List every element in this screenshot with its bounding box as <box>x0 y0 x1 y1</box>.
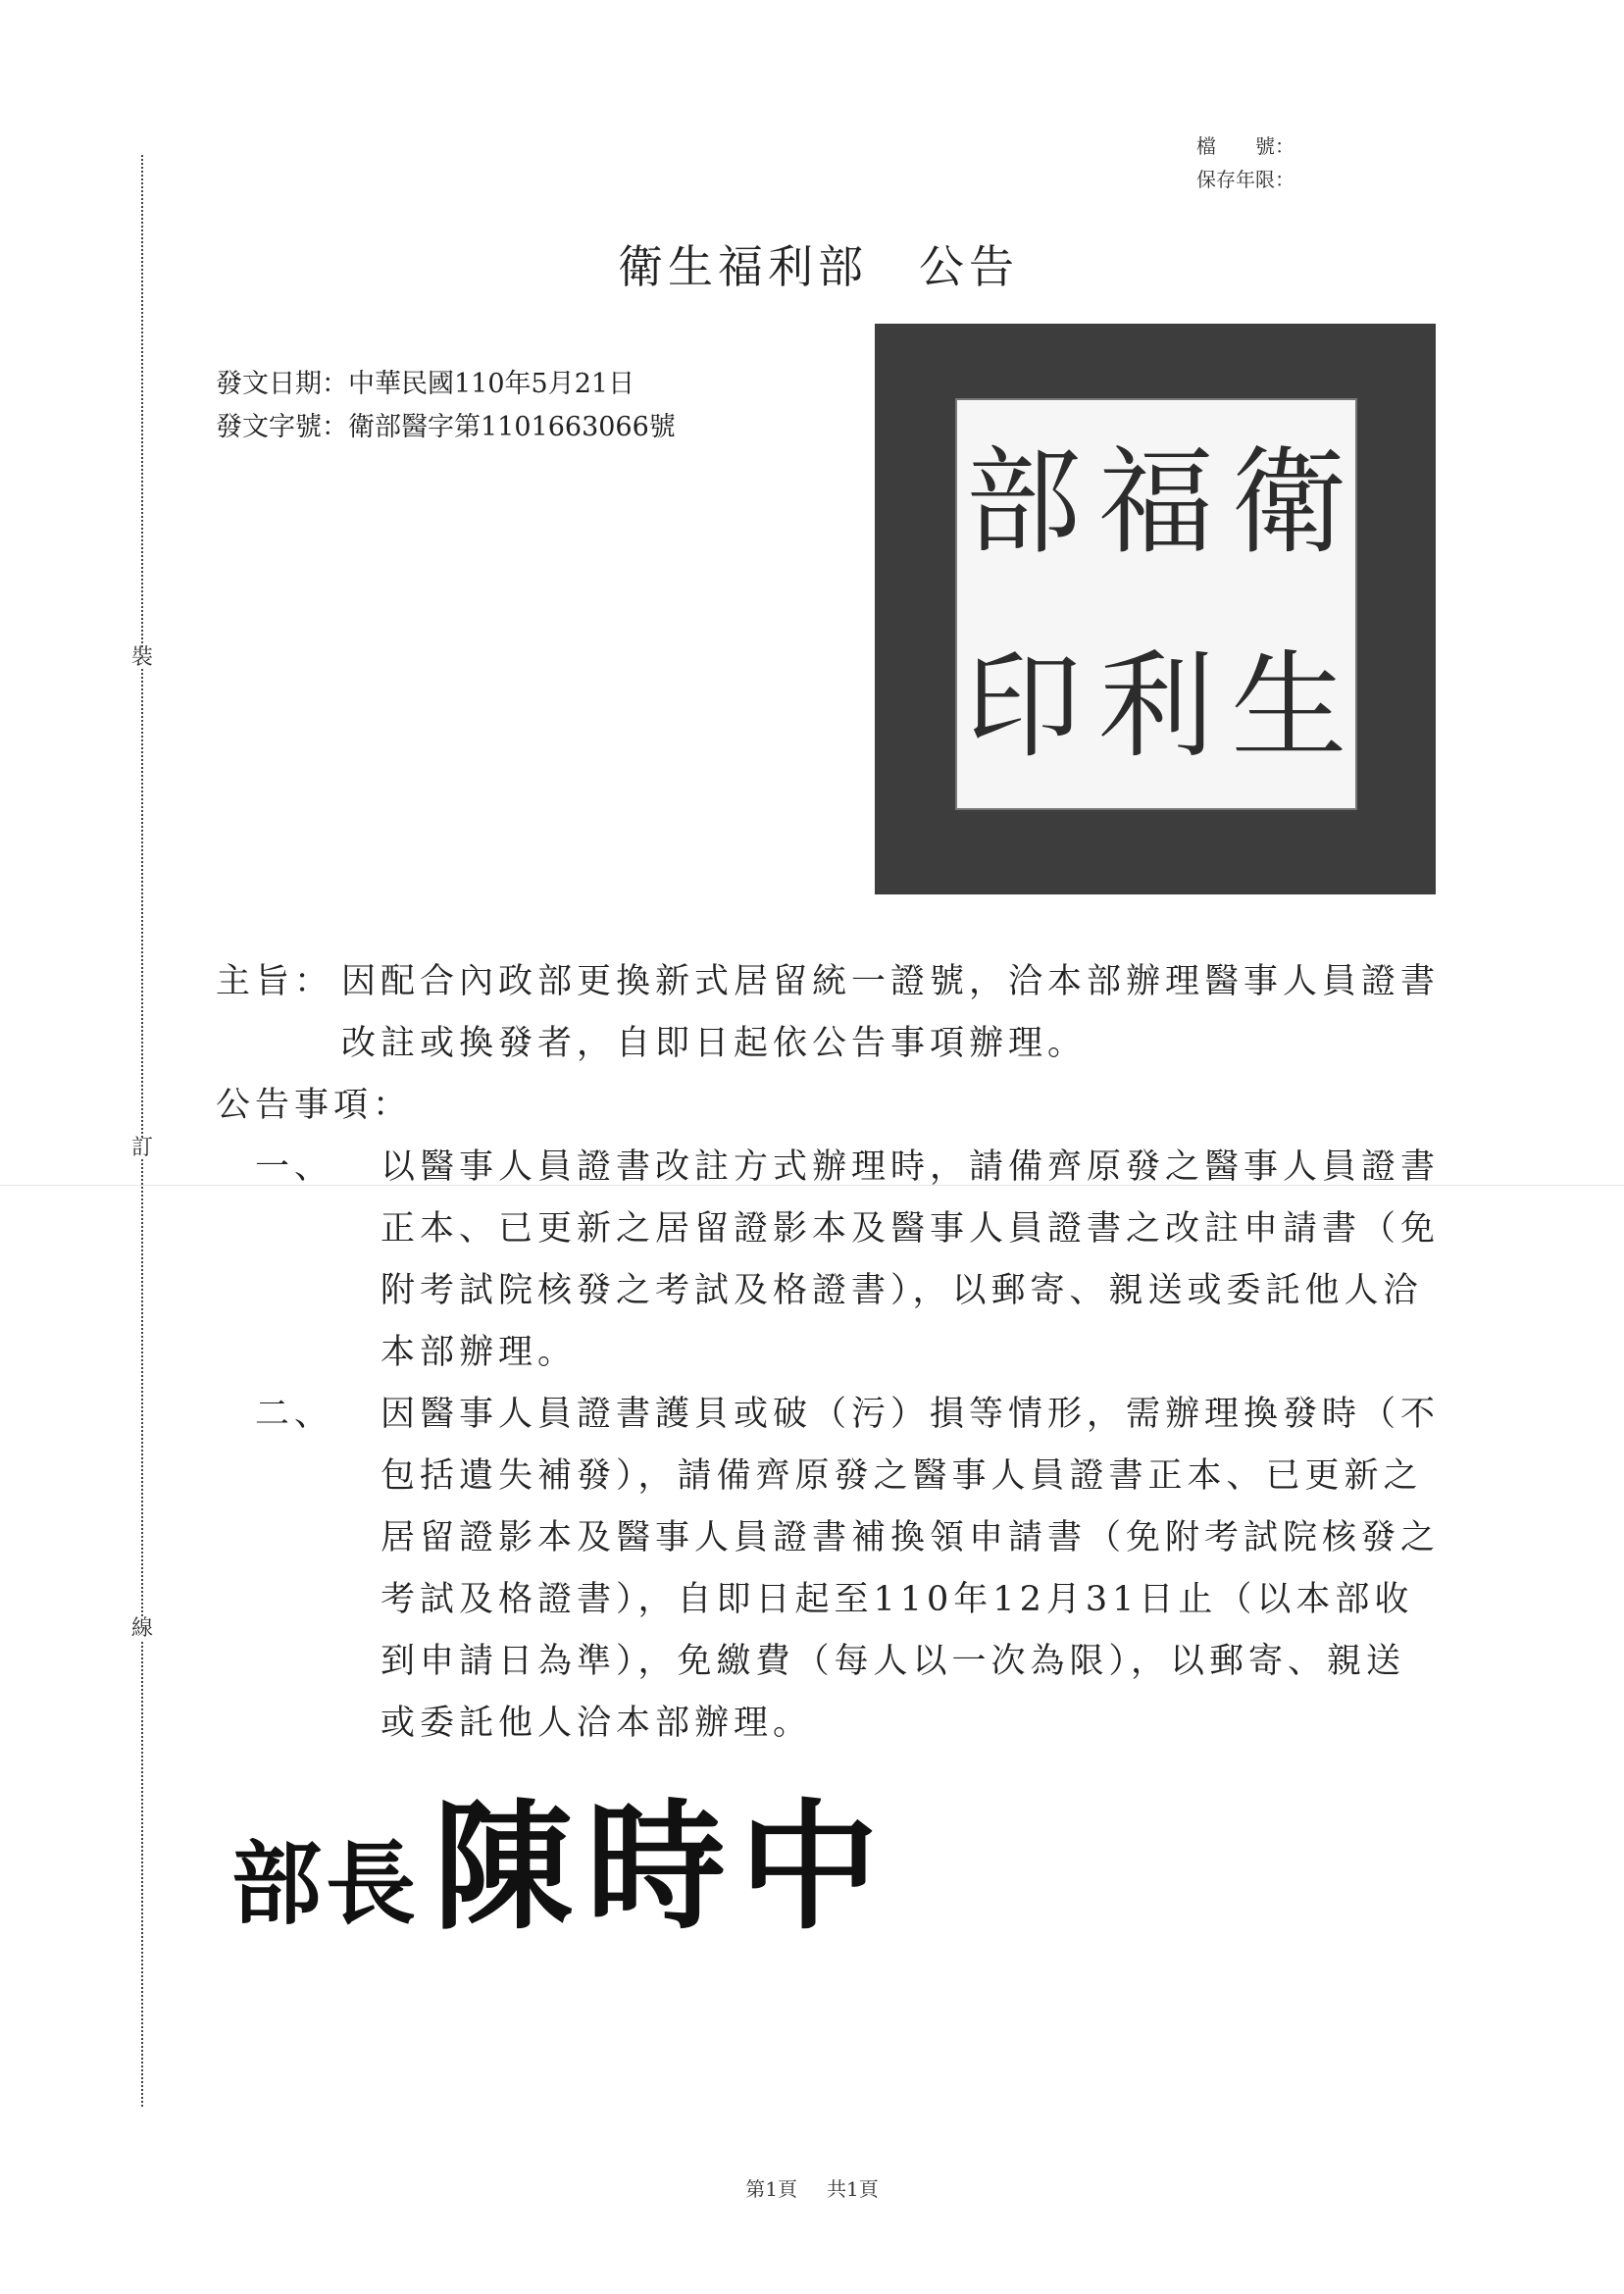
item-text: 因醫事人員證書護貝或破（污）損等情形，需辦理換發時（不包括遺失補發），請備齊原發之醫事人員證書正本、已更新之居留證影本及醫事人員證書補換領申請書（免附考試院核發之考試及格證書），自即日起至110年12月31日止（以本部收到申請日為準），免繳費（每人以一次為限），以郵寄、親送或委託他人洽本部辦理。 <box>381 1395 1441 1743</box>
items-heading: 公告事項： <box>216 1086 413 1125</box>
signature-title: 部長 <box>231 1831 421 1937</box>
agency-name: 衛生福利部 <box>618 240 868 293</box>
binding-char-xian: 線 <box>131 1616 154 1641</box>
seal-char: 福 <box>1098 434 1215 570</box>
document-type: 公告 <box>919 240 1019 293</box>
retention-period-label: 保存年限： <box>1196 168 1294 191</box>
announcement-item <box>216 1137 1442 1384</box>
announcement-body <box>216 951 1442 1755</box>
seal-char: 衛 <box>1231 434 1347 570</box>
reference-number: 發文字號：衛部醫字第1101663066號 <box>216 412 676 442</box>
seal-char: 生 <box>1231 638 1347 774</box>
seal-char: 印 <box>965 638 1082 774</box>
subject-text: 因配合內政部更換新式居留統一證號，洽本部辦理醫事人員證書改註或換發者，自即日起依公告事項辦理。 <box>341 962 1441 1063</box>
announcement-item <box>216 1384 1442 1755</box>
binding-char-zhuang: 裝 <box>131 645 154 670</box>
binding-dotted-line <box>141 155 143 2107</box>
file-meta <box>1196 129 1294 196</box>
seal-char: 部 <box>965 434 1082 570</box>
file-number-label: 檔 號： <box>1196 134 1294 158</box>
subject-paragraph <box>216 951 1442 1075</box>
item-text: 以醫事人員證書改註方式辦理時，請備齊原發之醫事人員證書正本、已更新之居留證影本及醫事人員證書之改註申請書（免附考試院核發之考試及格證書），以郵寄、親送或委託他人洽本部辦理。 <box>381 1147 1441 1372</box>
seal-char: 利 <box>1098 638 1215 774</box>
item-label: 一、 <box>255 1147 334 1187</box>
page-total: 共1頁 <box>827 2177 879 2201</box>
page-footer <box>0 2173 1624 2202</box>
item-label: 二、 <box>255 1395 334 1434</box>
page-number: 第1頁 <box>745 2177 797 2201</box>
document-title <box>618 231 1019 296</box>
signature-name: 陳時中 <box>433 1786 893 1949</box>
subject-label: 主旨： <box>216 962 334 1001</box>
seal-frame <box>955 398 1357 810</box>
issue-info <box>216 363 676 449</box>
minister-signature <box>231 1756 892 1956</box>
issue-date: 發文日期：中華民國110年5月21日 <box>216 369 635 399</box>
binding-char-ding: 訂 <box>131 1136 154 1160</box>
official-seal <box>875 324 1436 894</box>
